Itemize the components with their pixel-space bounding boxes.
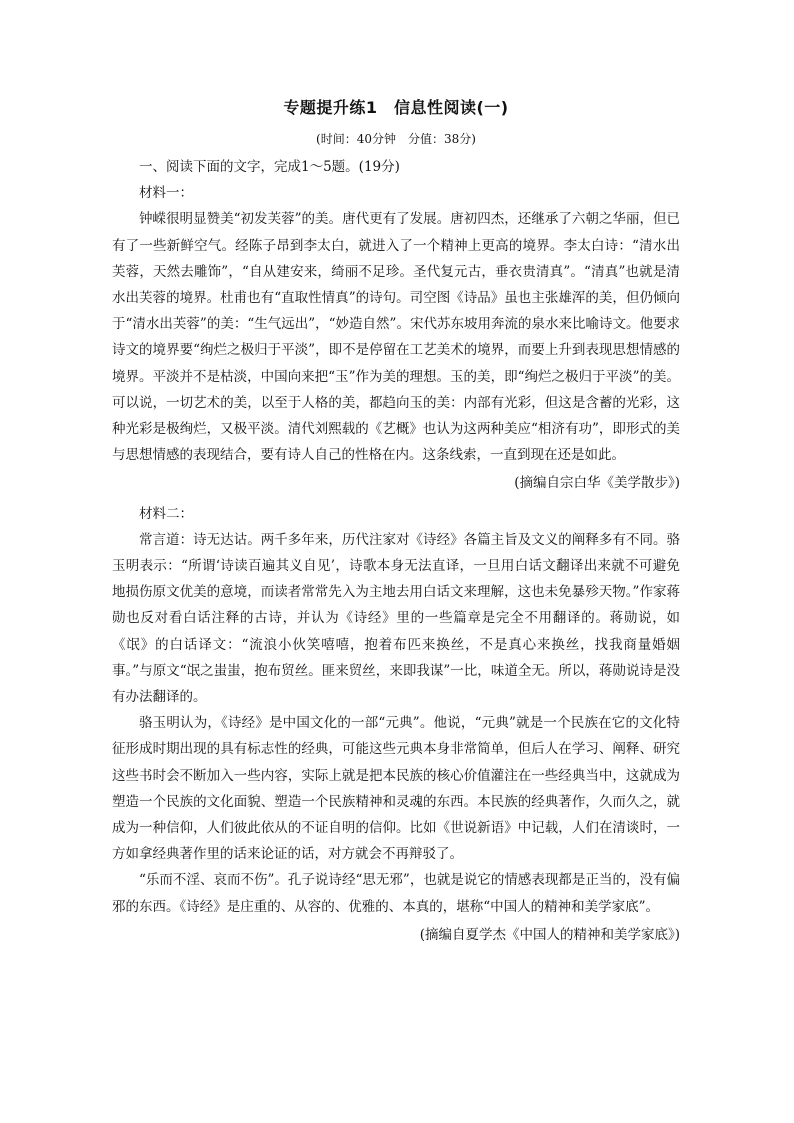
material1-source: (摘编自宗白华《美学散步》) (514, 475, 680, 492)
material2-paragraph-2: 骆玉明认为，《诗经》是中国文化的一部“元典”。他说，“元典”就是一个民族在它的文化特征形成时期出现的具有标志性的经典，可能这些元典本身非常简单，但后人在学习、阐释、研究这些书时会不断加入一些内容，实际上就是把本民族的核心价值灌注在一些经典当中，这就成为塑造一个民族的文化面貌、塑造一个民族精神和灵魂的东西。本民族的经典著作，久而久之，就成为一种信仰，人们彼此依从的不证自明的信仰。比如《世说新语》中记载，人们在清谈时，一方如拿经典著作里的话来论证的话，对方就会不再辩驳了。 (112, 715, 680, 863)
exam-meta: (时间：40分钟 分值：38分) (316, 132, 476, 146)
material2-paragraph-3: “乐而不淫、哀而不伤”。孔子说诗经“思无邪”，也就是说它的情感表现都是正当的，没有偏邪的东西。《诗经》是庄重的、从容的、优雅的、本真的，堪称“中国人的精神和美学家底”。 (112, 872, 680, 915)
material1-label: 材料一： (139, 185, 193, 202)
material2-paragraph-1: 常言道：诗无达诂。两千多年来，历代注家对《诗经》各篇主旨及文义的阐释多有不同。骆玉明表示：“所谓‘诗读百遍其义自见’，诗歌本身无法直译，一旦用白话文翻译出来就不可避免地损伤原文优美的意境，而读者常常先入为主地去用白话文来理解，这也未免暴殄天物。”作家蒋勋也反对看白话注释的古诗，并认为《诗经》里的一些篇章是完全不用翻译的。蒋勋说，如《氓》的白话译文：“流浪小伙笑嘻嘻，抱着布匹来换丝，不是真心来换丝，找我商量婚姻事。”与原文“氓之蚩蚩，抱布贸丝。匪来贸丝，来即我谋”一比，味道全无。所以，蒋勋说诗是没有办法翻译的。 (112, 531, 680, 706)
material1-paragraph: 钟嵘很明显赞美“初发芙蓉”的美。唐代更有了发展。唐初四杰，还继承了六朝之华丽，但已有了一些新鲜空气。经陈子昂到李太白，就进入了一个精神上更高的境界。李太白诗：“清水出芙蓉，天然去雕饰”，“自从建安来，绮丽不足珍。圣代复元古，垂衣贵清真”。“清真”也就是清水出芙蓉的境界。杜甫也有“直取性情真”的诗句。司空图《诗品》虽也主张雄浑的美，但仍倾向于“清水出芙蓉”的美：“生气远出”，“妙造自然”。宋代苏东坡用奔流的泉水来比喻诗文。他要求诗文的境界要“绚烂之极归于平淡”，即不是停留在工艺美术的境界，而要上升到表现思想情感的境界。平淡并不是枯淡，中国向来把“玉”作为美的理想。玉的美，即“绚烂之极归于平淡”的美。可以说，一切艺术的美，以至于人格的美，都趋向玉的美：内部有光彩，但这是含蓄的光彩，这种光彩是极绚烂，又极平淡。清代刘熙载的《艺概》也认为这两种美应“相济有功”，即形式的美与思想情感的表现结合，要有诗人自己的性格在内。这条线索，一直到现在还是如此。 (112, 211, 680, 464)
material2-source: (摘编自夏学杰《中国人的精神和美学家底》) (419, 926, 680, 943)
page-title: 专题提升练1 信息性阅读(一) (283, 98, 509, 117)
instruction: 一、阅读下面的文字，完成1～5题。(19分) (139, 159, 400, 175)
document-page (112, 96, 680, 952)
material2-label: 材料二： (139, 505, 193, 522)
